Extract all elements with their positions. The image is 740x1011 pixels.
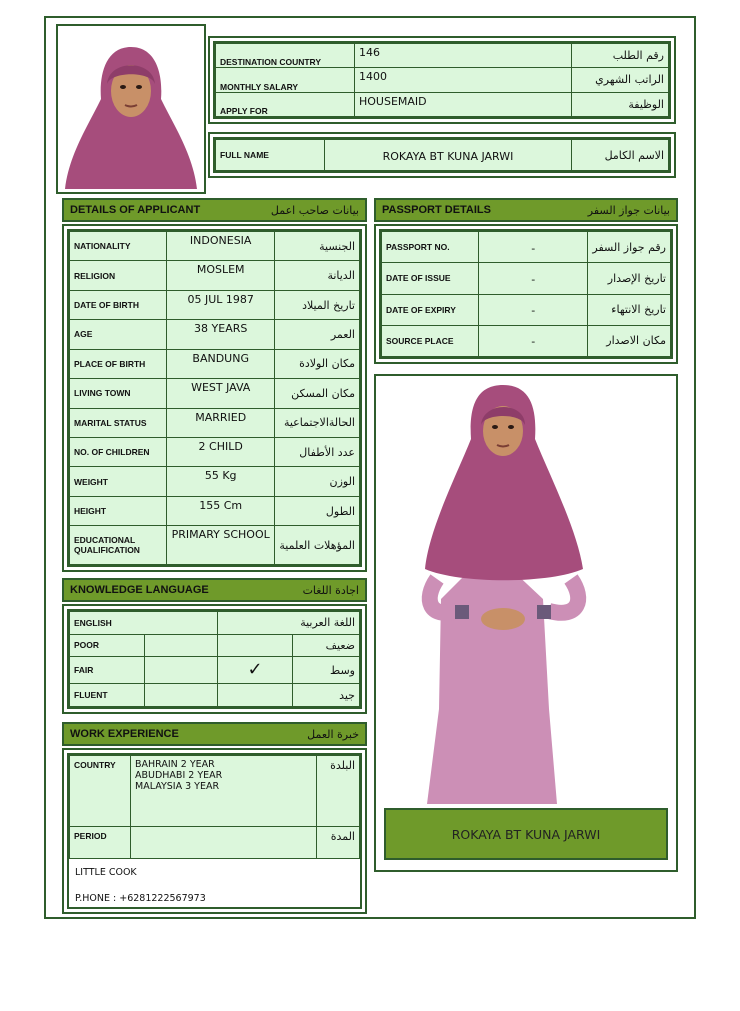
phone-text: P.HONE : +6281222567973 <box>75 893 206 904</box>
applicant-label-ar: الحالةالاجتماعية <box>275 408 360 437</box>
applicant-value: MARRIED <box>167 408 275 437</box>
photo-name-bar: ROKAYA BT KUNA JARWI <box>384 808 668 860</box>
applicant-label-ar: مكان الولادة <box>275 349 360 378</box>
applicant-label-ar: العمر <box>275 320 360 349</box>
applicant-label-ar: المؤهلات العلمية <box>275 526 360 565</box>
table-row <box>216 92 669 116</box>
passport-box <box>374 224 678 364</box>
passport-header-en: PASSPORT DETAILS <box>382 204 491 216</box>
work-country-item: BAHRAIN 2 YEAR <box>135 759 215 770</box>
applicant-label: EDUCATIONAL QUALIFICATION <box>70 526 167 565</box>
table-row <box>70 379 360 408</box>
cv-sheet <box>44 16 696 919</box>
applicant-value: 55 Kg <box>167 467 275 496</box>
applicant-value: 05 JUL 1987 <box>167 290 275 319</box>
work-country-label-ar: البلدة <box>317 756 360 827</box>
destination-label: DESTINATION COUNTRY <box>216 44 355 68</box>
applicant-label: WEIGHT <box>70 467 167 496</box>
applicant-value: 2 CHILD <box>167 437 275 466</box>
table-row <box>216 68 669 92</box>
applicant-label-ar: مكان المسكن <box>275 379 360 408</box>
table-row <box>70 261 360 290</box>
applicant-label-ar: تاريخ الميلاد <box>275 290 360 319</box>
full-name-value: ROKAYA BT KUNA JARWI <box>325 140 572 171</box>
portrait-image <box>61 29 201 189</box>
applicant-value: INDONESIA <box>167 232 275 261</box>
passport-label-ar: رقم جواز السفر <box>588 232 671 263</box>
passport-value: - <box>479 325 588 356</box>
table-row <box>70 526 360 565</box>
applicant-label: NO. OF CHILDREN <box>70 437 167 466</box>
full-name-label: FULL NAME <box>216 140 325 171</box>
large-photo-box <box>374 374 678 872</box>
table-row <box>70 657 360 684</box>
language-poor-arabic <box>218 634 293 657</box>
applicant-value: PRIMARY SCHOOL <box>167 526 275 565</box>
applicant-table <box>69 231 360 565</box>
work-box <box>62 748 367 914</box>
passport-value: - <box>479 232 588 263</box>
table-row <box>70 437 360 466</box>
applicant-header-en: DETAILS OF APPLICANT <box>70 204 201 216</box>
language-fluent-arabic <box>218 684 293 707</box>
language-fluent-label-ar: جيد <box>293 684 360 707</box>
language-poor-label: POOR <box>70 634 145 657</box>
language-fluent-label: FLUENT <box>70 684 145 707</box>
destination-value: 146 <box>355 44 572 68</box>
table-row <box>216 44 669 68</box>
work-period-label: PERIOD <box>70 826 131 858</box>
passport-value: - <box>479 263 588 294</box>
table-row <box>70 290 360 319</box>
applicant-label: RELIGION <box>70 261 167 290</box>
language-table <box>69 611 360 707</box>
applicant-label: MARITAL STATUS <box>70 408 167 437</box>
passport-label: DATE OF EXPIRY <box>382 294 479 325</box>
applicant-label: PLACE OF BIRTH <box>70 349 167 378</box>
passport-table <box>381 231 671 357</box>
language-arabic-label: اللغة العربية <box>218 612 360 635</box>
salary-value: 1400 <box>355 68 572 92</box>
table-row <box>70 826 360 858</box>
work-country-item: MALAYSIA 3 YEAR <box>135 781 220 792</box>
applicant-label-ar: عدد الأطفال <box>275 437 360 466</box>
passport-header-ar: بيانات جواز السفر <box>587 203 670 217</box>
work-period-value <box>131 826 317 858</box>
skill-text: LITTLE COOK <box>75 867 137 878</box>
passport-label-ar: مكان الاصدار <box>588 325 671 356</box>
work-table <box>69 755 360 859</box>
language-fair-english <box>145 657 218 684</box>
top-info-box <box>208 36 676 124</box>
applicant-header <box>62 198 367 222</box>
apply-for-label: APPLY FOR <box>216 92 355 116</box>
table-row <box>382 325 671 356</box>
passport-label-ar: تاريخ الإصدار <box>588 263 671 294</box>
language-fair-label: FAIR <box>70 657 145 684</box>
full-name-box <box>208 132 676 178</box>
applicant-label: HEIGHT <box>70 496 167 525</box>
passport-label: DATE OF ISSUE <box>382 263 479 294</box>
language-fluent-english <box>145 684 218 707</box>
applicant-value: MOSLEM <box>167 261 275 290</box>
full-name-label-ar: الاسم الكامل <box>572 140 669 171</box>
language-header-en: KNOWLEDGE LANGUAGE <box>70 584 209 596</box>
applicant-label-ar: الوزن <box>275 467 360 496</box>
language-english-label: ENGLISH <box>70 612 218 635</box>
apply-for-label-ar: الوظيفة <box>572 92 669 116</box>
work-header <box>62 722 367 746</box>
passport-value: - <box>479 294 588 325</box>
passport-label: SOURCE PLACE <box>382 325 479 356</box>
applicant-header-ar: بيانات صاحب اعمل <box>270 203 359 217</box>
applicant-label: NATIONALITY <box>70 232 167 261</box>
applicant-value: WEST JAVA <box>167 379 275 408</box>
table-row <box>70 349 360 378</box>
table-row <box>216 140 669 171</box>
work-country-label: COUNTRY <box>70 756 131 827</box>
table-row <box>70 634 360 657</box>
work-country-item: ABUDHABI 2 YEAR <box>135 770 223 781</box>
applicant-label-ar: الجنسية <box>275 232 360 261</box>
work-header-ar: خبرة العمل <box>307 727 359 741</box>
table-row <box>382 294 671 325</box>
language-fair-label-ar: وسط <box>293 657 360 684</box>
full-name-table <box>215 139 669 171</box>
applicant-value: 155 Cm <box>167 496 275 525</box>
language-poor-label-ar: ضعيف <box>293 634 360 657</box>
table-row <box>70 320 360 349</box>
small-photo <box>56 24 206 194</box>
destination-label-ar: رقم الطلب <box>572 44 669 68</box>
passport-header <box>374 198 678 222</box>
table-row <box>70 467 360 496</box>
table-row <box>70 756 360 827</box>
applicant-label: LIVING TOWN <box>70 379 167 408</box>
applicant-label-ar: الديانة <box>275 261 360 290</box>
language-poor-english <box>145 634 218 657</box>
table-row <box>70 612 360 635</box>
table-row <box>382 232 671 263</box>
apply-for-value: HOUSEMAID <box>355 92 572 116</box>
table-row <box>70 684 360 707</box>
applicant-value: 38 YEARS <box>167 320 275 349</box>
applicant-value: BANDUNG <box>167 349 275 378</box>
salary-label: MONTHLY SALARY <box>216 68 355 92</box>
language-box <box>62 604 367 714</box>
applicant-label: AGE <box>70 320 167 349</box>
checkmark-icon: ✓ <box>218 657 293 684</box>
passport-label-ar: تاريخ الانتهاء <box>588 294 671 325</box>
passport-label: PASSPORT NO. <box>382 232 479 263</box>
work-header-en: WORK EXPERIENCE <box>70 728 179 740</box>
table-row <box>70 496 360 525</box>
work-country-values <box>131 756 317 827</box>
full-body-image <box>379 379 673 809</box>
language-header <box>62 578 367 602</box>
top-info-table <box>215 43 669 117</box>
table-row <box>70 232 360 261</box>
work-period-label-ar: المدة <box>317 826 360 858</box>
salary-label-ar: الراتب الشهري <box>572 68 669 92</box>
table-row <box>382 263 671 294</box>
applicant-box <box>62 224 367 572</box>
applicant-label: DATE OF BIRTH <box>70 290 167 319</box>
language-header-ar: اجادة اللغات <box>302 583 359 597</box>
table-row <box>70 408 360 437</box>
applicant-label-ar: الطول <box>275 496 360 525</box>
